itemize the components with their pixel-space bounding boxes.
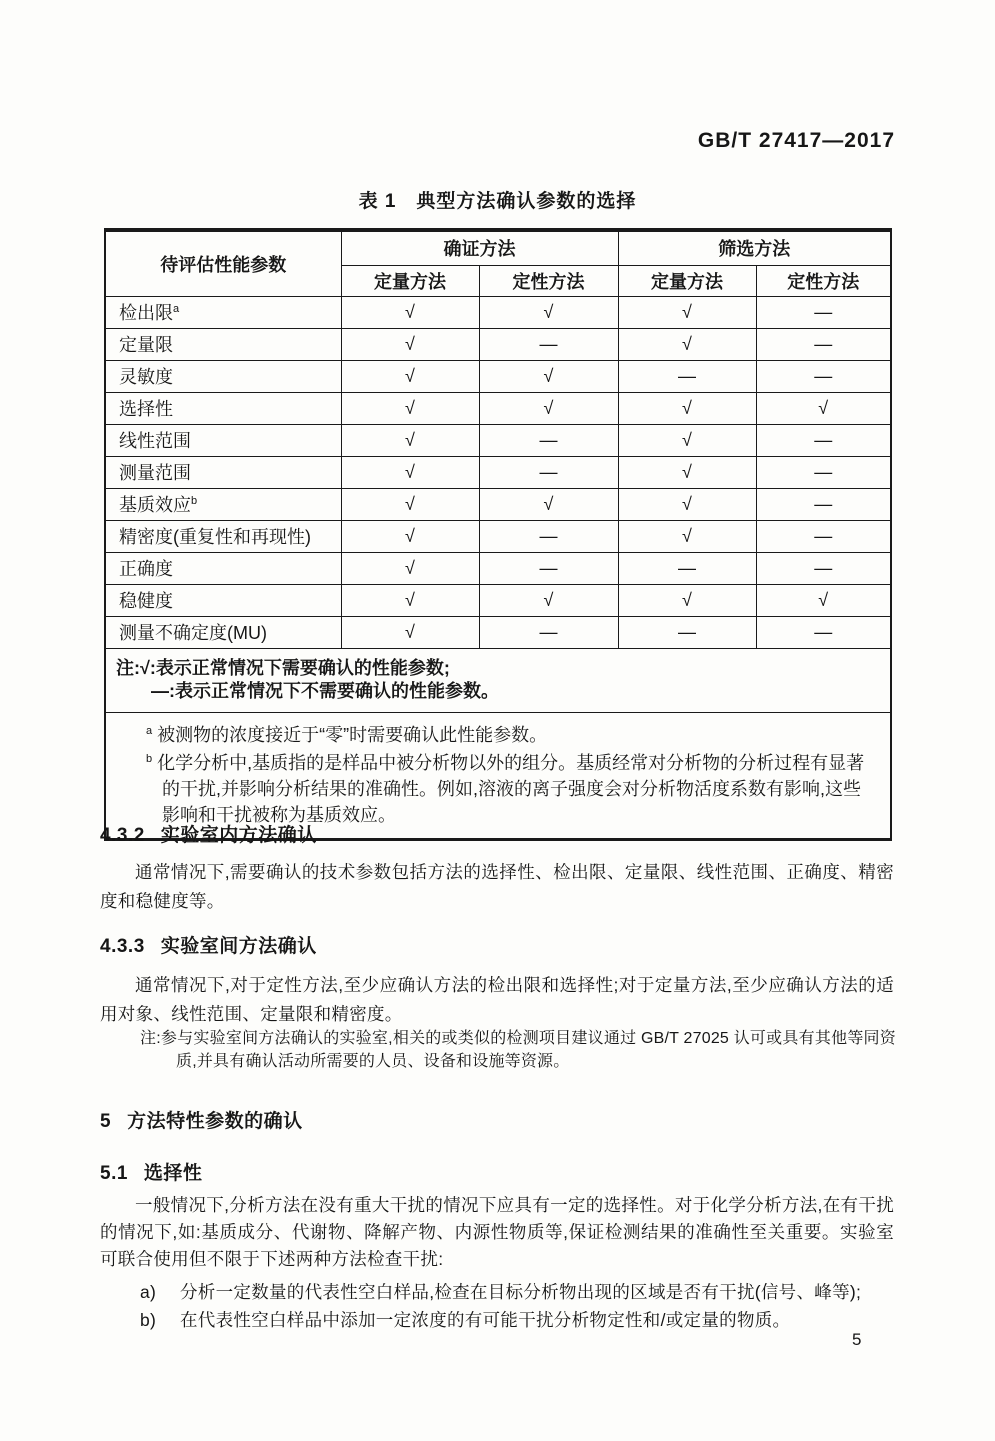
table-cell: — <box>756 552 891 584</box>
list-item-a <box>140 1279 894 1304</box>
section-number: 4.3.2 <box>100 825 145 846</box>
table-cell: — <box>479 456 618 488</box>
footnote-b-marker: b <box>146 752 153 765</box>
column-header-screen-methods: 筛选方法 <box>618 230 891 265</box>
column-header-qualitative-1: 定性方法 <box>479 265 618 296</box>
table-cell: √ <box>341 328 479 360</box>
table-cell: — <box>618 360 756 392</box>
table-cell: √ <box>341 520 479 552</box>
table-cell: √ <box>479 360 618 392</box>
parameters-table <box>104 228 892 841</box>
table-cell: √ <box>341 552 479 584</box>
column-header-qualitative-2: 定性方法 <box>756 265 891 296</box>
parameter-label: 检出限$^a$ <box>105 296 341 328</box>
table-row <box>105 424 891 456</box>
table-cell: √ <box>618 328 756 360</box>
column-header-quantitative-1: 定量方法 <box>341 265 479 296</box>
table-cell: — <box>479 520 618 552</box>
standard-code: GB/T 27417—2017 <box>697 129 895 152</box>
column-header-parameter: 待评估性能参数 <box>105 230 341 296</box>
table-cell: √ <box>618 456 756 488</box>
table-row <box>105 584 891 616</box>
column-header-confirm-methods: 确证方法 <box>341 230 618 265</box>
note-4-3-3: 注:参与实验室间方法确认的实验室,相关的或类似的检测项目建议通过 GB/T 27025 认可或具有其他等同资质,并具有确认活动所需要的人员、设备和设施等资源。 <box>140 1030 896 1070</box>
parameter-label: 稳健度 <box>105 584 341 616</box>
table-cell: √ <box>756 584 891 616</box>
parameter-label: 线性范围 <box>105 424 341 456</box>
table-cell: √ <box>479 488 618 520</box>
list-item-a-text: 分析一定数量的代表性空白样品,检查在目标分析物出现的区域是否有干扰(信号、峰等); <box>180 1282 862 1302</box>
table-row <box>105 392 891 424</box>
footnote-a-text: 被测物的浓度接近于“零”时需要确认此性能参数。 <box>157 724 548 745</box>
paragraph-4-3-3: 通常情况下,对于定性方法,至少应确认方法的检出限和选择性;对于定量方法,至少应确认方法的适用对象、线性范围、定量限和精密度。 <box>100 975 894 1024</box>
section-title: 实验室间方法确认 <box>160 936 317 957</box>
table-cell: — <box>756 616 891 648</box>
table-cell: √ <box>341 392 479 424</box>
footnote-b-text: 化学分析中,基质指的是样品中被分析物以外的组分。基质经常对分析物的分析过程有显著的干扰,并影响分析结果的准确性。例如,溶液的离子强度会对分析物活度系数有影响,这些影响和干扰被称为基质效应。 <box>157 752 865 825</box>
table-cell: — <box>756 328 891 360</box>
paragraph-4-3-2: 通常情况下,需要确认的技术参数包括方法的选择性、检出限、定量限、线性范围、正确度、精密度和稳健度等。 <box>100 862 894 911</box>
footnote-a <box>146 722 876 748</box>
table-cell: — <box>756 488 891 520</box>
section-heading-5 <box>100 1106 303 1133</box>
table-cell: — <box>618 552 756 584</box>
table-cell: √ <box>618 424 756 456</box>
table-cell: — <box>479 552 618 584</box>
section-title: 选择性 <box>143 1163 203 1184</box>
section-heading-4-3-2 <box>100 820 317 847</box>
parameter-label: 选择性 <box>105 392 341 424</box>
footnote-marker: b <box>191 495 198 507</box>
section-heading-4-3-3 <box>100 931 317 958</box>
table-cell: √ <box>618 520 756 552</box>
table-cell: — <box>618 616 756 648</box>
footnote-marker: a <box>173 303 180 315</box>
table-cell: — <box>479 424 618 456</box>
table-cell: √ <box>479 584 618 616</box>
footnote-a-marker: a <box>146 724 153 737</box>
table-cell: — <box>479 328 618 360</box>
parameter-label: 测量不确定度(MU) <box>105 616 341 648</box>
list-item-a-label: a) <box>140 1282 157 1302</box>
column-header-quantitative-2: 定量方法 <box>618 265 756 296</box>
table-note-row <box>105 648 891 712</box>
table-cell: √ <box>479 296 618 328</box>
parameter-label: 测量范围 <box>105 456 341 488</box>
section-number: 5 <box>100 1111 112 1132</box>
table-title: 表 1 典型方法确认参数的选择 <box>358 191 637 212</box>
table-cell: — <box>479 616 618 648</box>
table-cell: √ <box>341 456 479 488</box>
table-cell: √ <box>479 392 618 424</box>
table-row <box>105 616 891 648</box>
section-title: 方法特性参数的确认 <box>127 1111 303 1132</box>
parameter-label: 正确度 <box>105 552 341 584</box>
footnote-b <box>146 750 876 828</box>
parameter-label: 灵敏度 <box>105 360 341 392</box>
table-cell: √ <box>341 616 479 648</box>
parameter-label: 精密度(重复性和再现性) <box>105 520 341 552</box>
table-header-group-row <box>105 230 891 265</box>
section-number: 4.3.3 <box>100 936 145 957</box>
table-cell: √ <box>341 296 479 328</box>
section-title: 实验室内方法确认 <box>160 825 317 846</box>
table-note-line1: 注:√:表示正常情况下需要确认的性能参数; <box>116 657 450 678</box>
table-cell: √ <box>341 584 479 616</box>
table-row <box>105 360 891 392</box>
table-cell: √ <box>618 296 756 328</box>
section-number: 5.1 <box>100 1163 128 1184</box>
table-cell: √ <box>341 424 479 456</box>
table-note-line2: —:表示正常情况下不需要确认的性能参数。 <box>151 680 499 701</box>
parameter-label: 基质效应$^b$ <box>105 488 341 520</box>
table-cell: — <box>756 520 891 552</box>
table-cell: — <box>756 360 891 392</box>
table-cell: — <box>756 296 891 328</box>
table-cell: — <box>756 456 891 488</box>
table-row <box>105 488 891 520</box>
parameter-label: 定量限 <box>105 328 341 360</box>
table-row <box>105 328 891 360</box>
table-row <box>105 552 891 584</box>
table-cell: √ <box>618 488 756 520</box>
table-cell: √ <box>756 392 891 424</box>
table-row <box>105 296 891 328</box>
page-number: 5 <box>852 1330 862 1349</box>
section-heading-5-1 <box>100 1158 202 1185</box>
table-cell: √ <box>341 488 479 520</box>
paragraph-5-1: 一般情况下,分析方法在没有重大干扰的情况下应具有一定的选择性。对于化学分析方法,在有干扰的情况下,如:基质成分、代谢物、降解产物、内源性物质等,保证检测结果的准确性至关重要。实验室可联合使用但不限于下述两种方法检查干扰: <box>100 1195 894 1269</box>
table-row <box>105 456 891 488</box>
list-item-b-label: b) <box>140 1310 157 1330</box>
list-item-b-text: 在代表性空白样品中添加一定浓度的有可能干扰分析物定性和/或定量的物质。 <box>180 1310 791 1330</box>
table-cell: — <box>756 424 891 456</box>
table-note <box>105 648 891 712</box>
table-cell: √ <box>618 584 756 616</box>
table-cell: √ <box>341 360 479 392</box>
list-item-b <box>140 1307 894 1332</box>
table-row <box>105 520 891 552</box>
table-cell: √ <box>618 392 756 424</box>
